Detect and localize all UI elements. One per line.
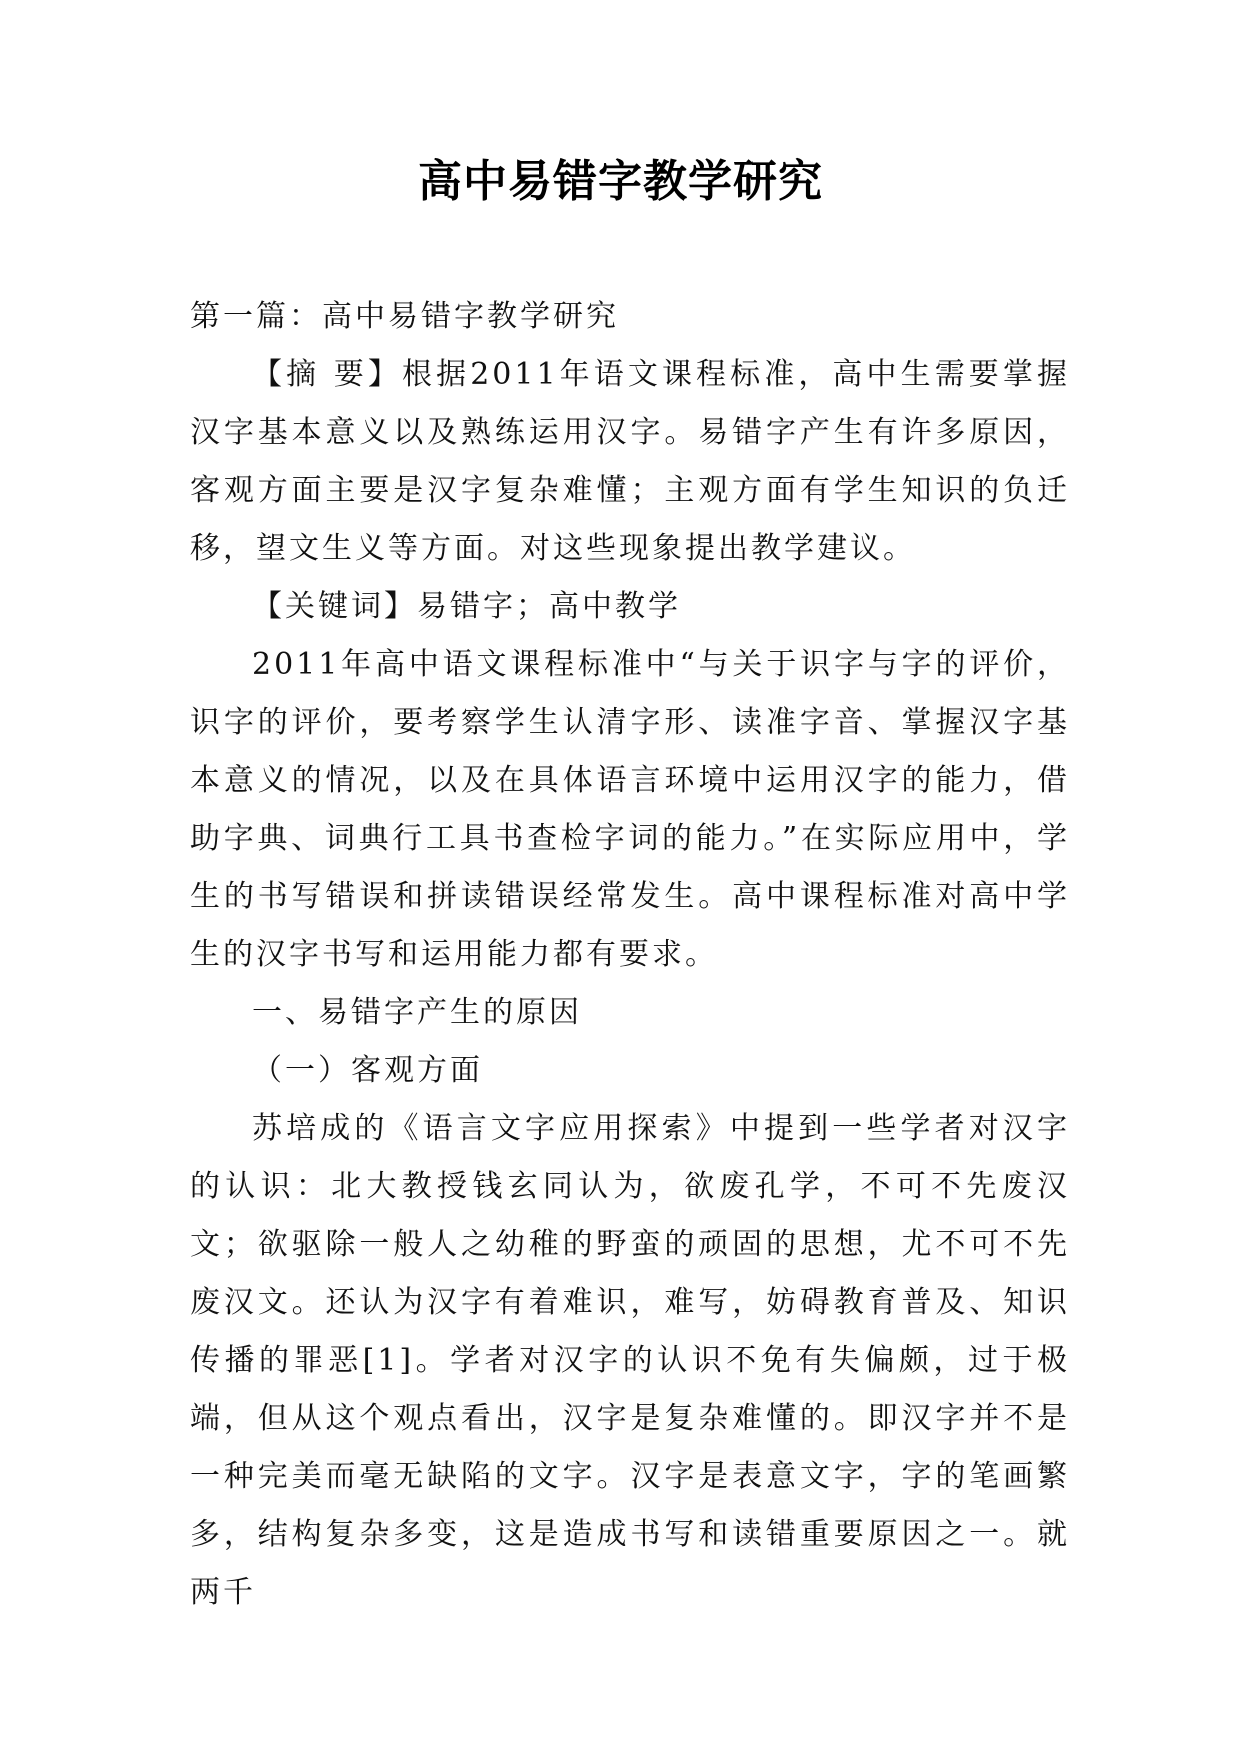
chapter-heading: 一、易错字产生的原因 xyxy=(252,995,582,1030)
document-title: 高中易错字教学研究 xyxy=(418,156,823,207)
section-heading: 第一篇：高中易错字教学研究 xyxy=(190,299,619,334)
intro-paragraph: 2011年高中语文课程标准中“与关于识字与字的评价，识字的评价，要考察学生认清字形、读准字音、掌握汉字基本意义的情况，以及在具体语言环境中运用汉字的能力，借助字典、词典行工具书查检字词的能力。”在实际应用中，学生的书写错误和拼读错误经常发生。高中课程标准对高中学生的汉字书写和运用能力都有要求。 xyxy=(190,647,1070,972)
subsection-heading: （一）客观方面 xyxy=(252,1053,483,1088)
abstract-paragraph: 【摘 要】根据2011年语文课程标准，高中生需要掌握汉字基本意义以及熟练运用汉字。易错字产生有许多原因，客观方面主要是汉字复杂难懂；主观方面有学生知识的负迁移，望文生义等方面。对这些现象提出教学建议。 xyxy=(190,357,1070,566)
keywords-paragraph: 【关键词】易错字；高中教学 xyxy=(252,589,681,624)
body-paragraph: 苏培成的《语言文字应用探索》中提到一些学者对汉字的认识：北大教授钱玄同认为，欲废孔学，不可不先废汉文；欲驱除一般人之幼稚的野蛮的顽固的思想，尤不可不先废汉文。还认为汉字有着难识，难写，妨碍教育普及、知识传播的罪恶[1]。学者对汉字的认识不免有失偏颇，过于极端，但从这个观点看出，汉字是复杂难懂的。即汉字并不是一种完美而毫无缺陷的文字。汉字是表意文字，字的笔画繁多，结构复杂多变，这是造成书写和读错重要原因之一。就两千 xyxy=(190,1111,1070,1610)
document-body xyxy=(190,288,1070,1622)
